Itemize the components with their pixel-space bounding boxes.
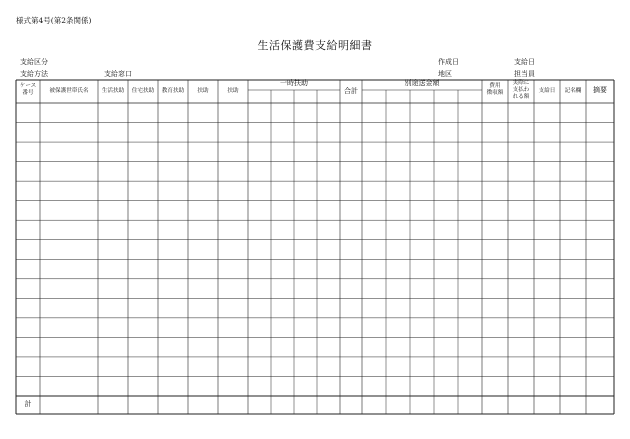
header-total: 合計 bbox=[344, 87, 358, 95]
header-payment-date: 支給日 bbox=[538, 88, 556, 94]
staff-label: 担当員 bbox=[514, 70, 535, 78]
header-signature: 記名欄 bbox=[564, 88, 582, 94]
header-actual-amount: 実際に 支払わ れる額 bbox=[512, 80, 530, 100]
total-row-label: 計 bbox=[24, 400, 32, 408]
district-label: 地区 bbox=[438, 70, 452, 78]
header-temporary-aid: 一時扶助 bbox=[280, 79, 308, 87]
page-title: 生活保護費支給明細書 bbox=[257, 39, 373, 52]
header-aid-2: 扶助 bbox=[227, 88, 239, 94]
header-housing-aid: 住宅扶助 bbox=[131, 88, 155, 94]
created-date-label: 作成日 bbox=[438, 58, 459, 66]
header-aid-1: 扶助 bbox=[197, 88, 209, 94]
header-recipient-name: 被保護世帯氏名 bbox=[49, 88, 89, 94]
payment-category-label: 支給区分 bbox=[20, 58, 48, 66]
payment-method-label: 支給方法 bbox=[20, 70, 48, 78]
header-case-no: ケース 番号 bbox=[19, 83, 37, 96]
header-separate-remittance: 別途送金額 bbox=[404, 79, 440, 87]
header-remarks: 摘要 bbox=[593, 86, 607, 94]
header-cost-collected: 費用 徴収額 bbox=[486, 83, 504, 96]
header-education-aid: 教育扶助 bbox=[161, 88, 185, 94]
payment-date-label: 支給日 bbox=[514, 58, 535, 66]
form-number: 様式第4号(第2条関係) bbox=[16, 16, 92, 25]
header-living-aid: 生活扶助 bbox=[101, 88, 125, 94]
payment-window-label: 支給窓口 bbox=[104, 70, 132, 78]
